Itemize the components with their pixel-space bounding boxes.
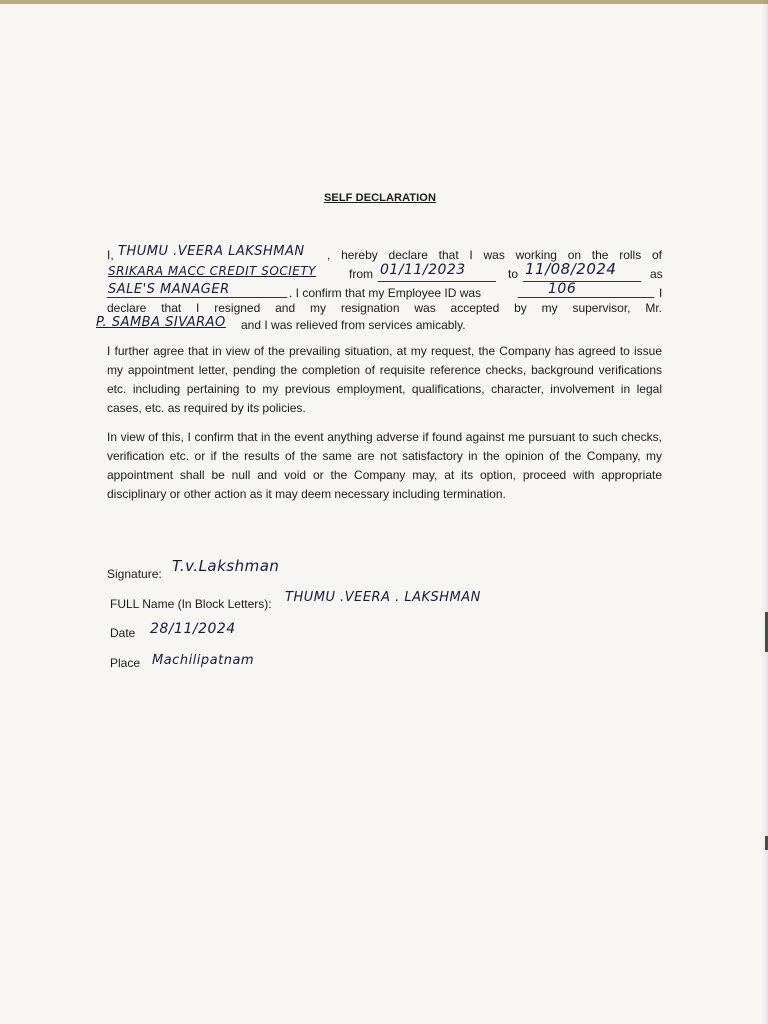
handwritten-full-name: THUMU .VEERA . LAKSHMAN bbox=[285, 590, 481, 605]
handwritten-signature: T.v.Lakshman bbox=[172, 557, 280, 575]
handwritten-designation: SALE'S MANAGER bbox=[108, 282, 230, 297]
fullname-label: FULL Name (In Block Letters): bbox=[110, 597, 272, 611]
date-label: Date bbox=[110, 626, 136, 640]
place-label: Place bbox=[110, 656, 141, 670]
text-to: to bbox=[508, 267, 519, 281]
text-line4: declare that I resigned and my resignation was accepted by my supervisor, Mr. bbox=[107, 301, 662, 315]
handwritten-from-date: 01/11/2023 bbox=[380, 262, 466, 278]
handwritten-company: SRIKARA MACC CREDIT SOCIETY bbox=[108, 264, 317, 278]
handwritten-date: 28/11/2024 bbox=[150, 621, 236, 637]
handwritten-name: THUMU .VEERA LAKSHMAN bbox=[118, 244, 305, 259]
handwritten-supervisor: P. SAMBA SIVARAO bbox=[96, 315, 226, 330]
designation-line bbox=[107, 297, 287, 298]
text-i-end: I bbox=[659, 286, 663, 300]
text-line3: . I confirm that my Employee ID was bbox=[289, 286, 482, 300]
text-as: as bbox=[650, 267, 663, 281]
consequence-paragraph: In view of this, I confirm that in the event anything adverse if found against me pursuant to such checks, verification etc. or if the results of the same are not satisfactory in the opinion of the Company, my appointment shall be null and void or the Company may, at its option, proceed with appropriate disciplinary or other action as it may deem necessary including termination. bbox=[107, 430, 662, 501]
handwritten-place: Machilipatnam bbox=[152, 653, 255, 668]
page-top-edge bbox=[0, 0, 768, 4]
to-date-line bbox=[523, 281, 641, 282]
text-i: I, bbox=[107, 248, 114, 262]
text-line5: and I was relieved from services amicably. bbox=[241, 318, 466, 332]
signature-label: Signature: bbox=[107, 567, 162, 581]
agreement-paragraph: I further agree that in view of the prevailing situation, at my request, the Company has agreed to issue my appointment letter, pending the completion of requisite reference checks, background verifications etc. including pertaining to my previous employment, qualifications, character, involvement in legal cases, etc. as required by its policies. bbox=[107, 344, 662, 415]
handwritten-employee-id: 106 bbox=[548, 281, 577, 297]
page-right-shadow bbox=[762, 0, 768, 1024]
text-from: from bbox=[349, 267, 373, 281]
from-date-line bbox=[378, 281, 496, 282]
employee-id-line bbox=[518, 297, 654, 298]
document-title: SELF DECLARATION bbox=[323, 192, 436, 204]
handwritten-to-date: 11/08/2024 bbox=[525, 260, 617, 278]
text-line1: , hereby declare that I was working on the rolls of bbox=[327, 248, 662, 262]
